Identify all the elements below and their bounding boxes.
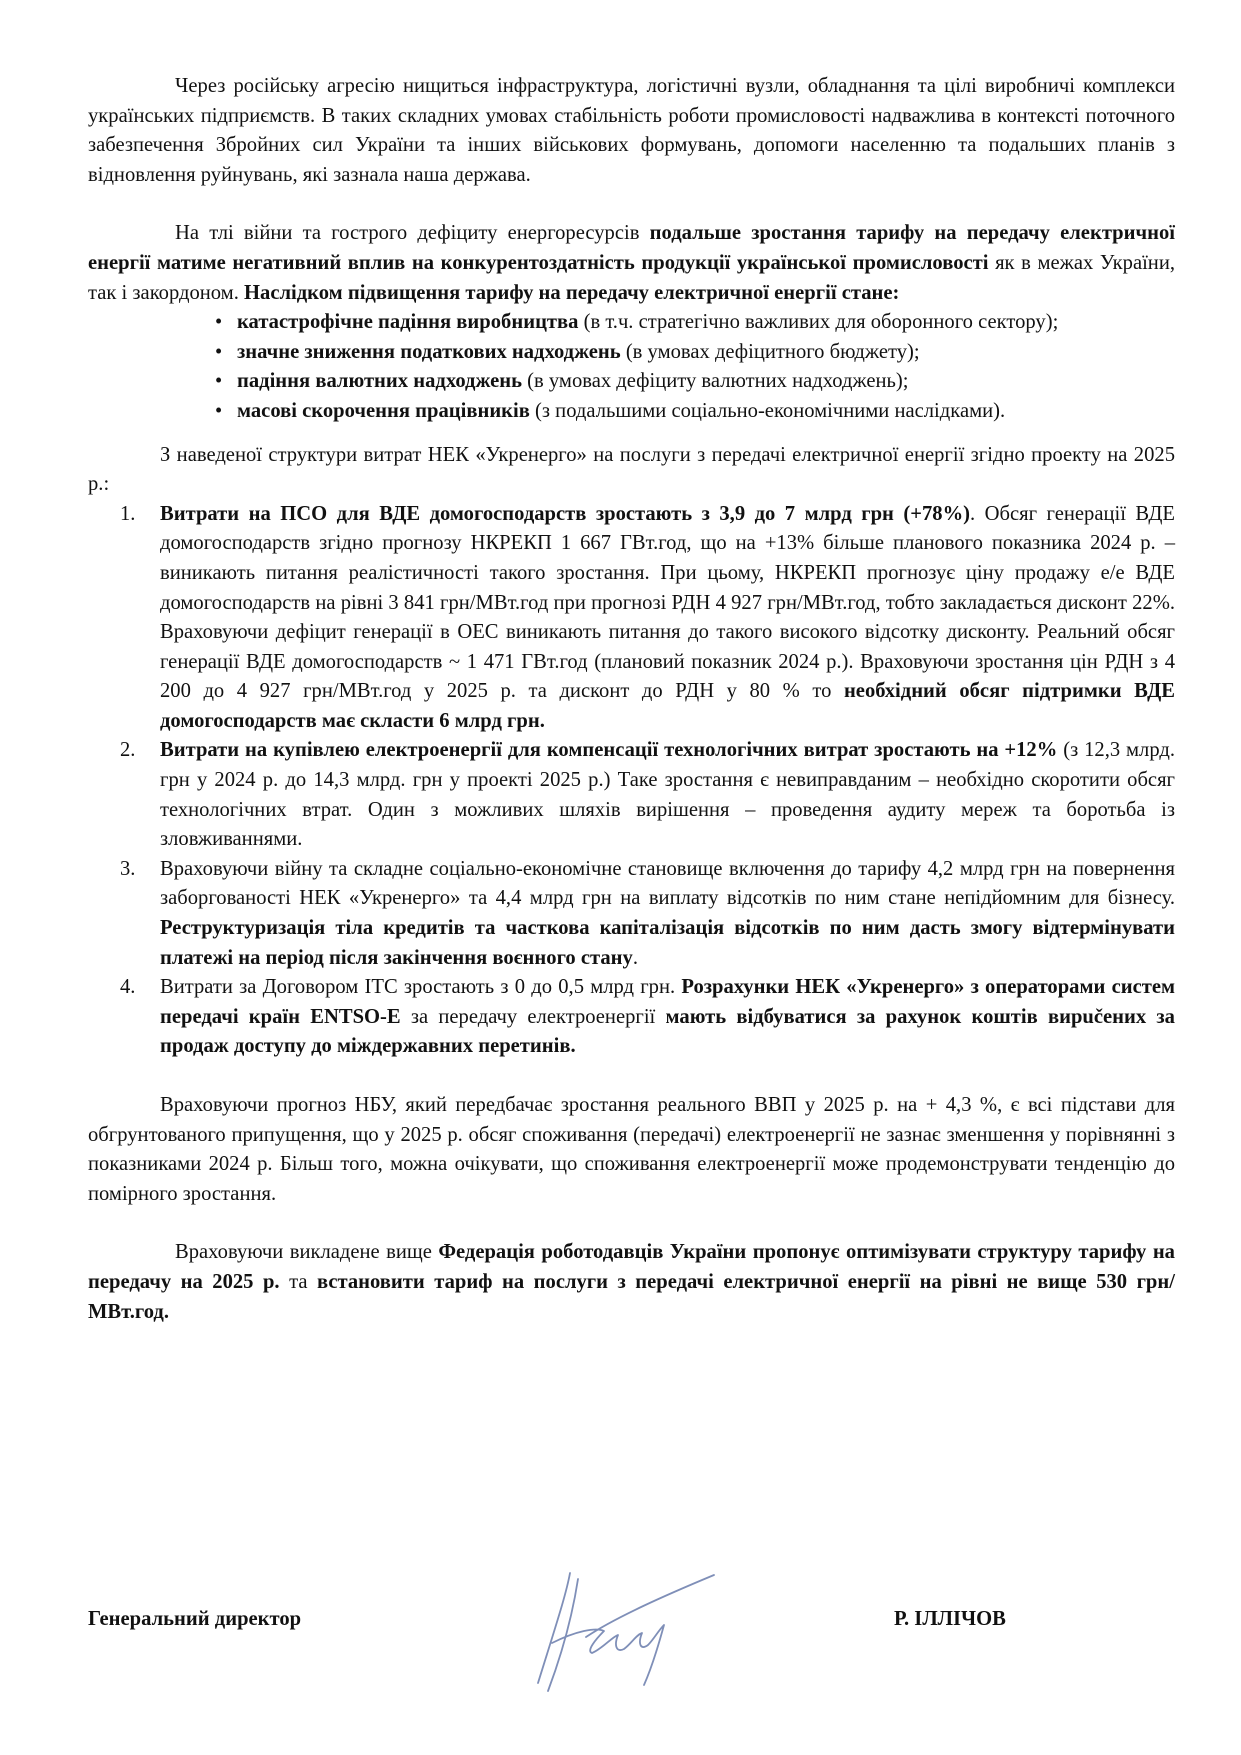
bold-text: масові скорочення працівників	[237, 399, 530, 422]
bold-text: Витрати на купівлею електроенергії для компенсації технологічних витрат зростають на +12%	[160, 739, 1058, 762]
document-body	[88, 72, 1175, 1327]
bold-text: падіння валютних надходжень	[237, 370, 523, 393]
list-item	[120, 500, 1175, 737]
bold-text: Федерація роботодавців України пропонує оптимізувати структуру тарифу на передачу на 2025 р.	[88, 1241, 1175, 1293]
list-item	[215, 367, 1175, 397]
list-item	[120, 855, 1175, 973]
text: .	[632, 946, 638, 969]
item-number: 2.	[120, 739, 136, 762]
bullet-icon: •	[215, 370, 223, 393]
text: (в умовах дефіциту валютних надходжень);	[522, 370, 909, 393]
consequences-list	[88, 308, 1175, 426]
bold-text: Реструктуризація тіла кредитів та часткова капіталізація відсотків по ним дасть змогу відтермінувати платежі на період після закінчення воєнного стану	[160, 917, 1175, 969]
item-number: 1.	[120, 502, 136, 525]
bold-text: подальше зростання тарифу на передачу електричної енергії матиме негативний вплив на конкурентоздатність продукції української промисловості	[88, 222, 1175, 274]
text: (в умовах дефіцитного бюджету);	[620, 340, 920, 363]
text: Враховуючи війну та складне соціально-економічне становище включення до тарифу 4,2 млрд грн на повернення заборгованості НЕК «Укренерго» та 4,4 млрд грн на виплату відсотків по ним стане непідйомним для бізнесу.	[160, 857, 1175, 910]
signatory-title: Генеральний директор	[88, 1608, 302, 1630]
text: Витрати за Договором ІТС зростають з 0 до 0,5 млрд грн.	[160, 976, 682, 999]
text: Враховуючи викладене вище	[175, 1241, 439, 1264]
bold-text: Наслідком підвищення тарифу на передачу електричної енергії стане:	[244, 281, 900, 304]
list-item	[120, 736, 1175, 854]
paragraph-proposal	[88, 1238, 1175, 1327]
text: . Обсяг генерації ВДЕ домогосподарств згідно прогнозу НКРЕКП 1 667 ГВт.год, що на +13% більше планового показника 2024 р. – виникають питання реалістичності такого зростання. При цьому, НКРЕКП прогнозує ціну продажу е/е ВДЕ домогосподарств на рівні 3 841 грн/МВт.год при прогнозі РДН 4 927 грн/МВт.год, тобто закладається дисконт 22%. Враховуючи дефіцит генерації в ОЕС виникають питання до такого високого відсотку дисконту. Реальний обсяг генерації ВДЕ домогосподарств ~ 1 471 ГВт.год (плановий показник 2024 р.). Враховуючи зростання цін РДН з 4 200 до 4 927 грн/МВт.год у 2025 р. та дисконт до РДН у 80 % то	[160, 502, 1175, 703]
text: (з 12,3 млрд. грн у 2024 р. до 14,3 млрд. грн у проекті 2025 р.) Таке зростання є невиправданим – необхідно скоротити обсяг технологічних втрат. Один з можливих шляхів вирішення – проведення аудиту мереж та боротьба із зловживаннями.	[160, 739, 1175, 851]
item-number: 4.	[120, 976, 136, 999]
item-number: 3.	[120, 857, 136, 880]
bold-text: Розрахунки НЕК «Укренерго» з операторами систем передачі країн ENTSO-E	[160, 976, 1176, 1028]
bold-text: встановити тариф на послуги з передачі електричної енергії на рівні не вище 530 грн/МВт.год.	[88, 1270, 1175, 1323]
text: На тлі війни та гострого дефіциту енергоресурсів	[175, 222, 650, 245]
bold-text: мають відбуватися за рахунок коштів вирučених за продаж доступу до міждержавних перетинів.	[160, 1005, 1175, 1058]
bold-text: значне зниження податкових надходжень	[237, 340, 621, 363]
paragraph-nbu-forecast: Враховуючи прогноз НБУ, який передбачає зростання реального ВВП у 2025 р. на + 4,3 %, є всі підстави для обгрунтованого припущення, що у 2025 р. обсяг споживання (передачі) електроенергії не зазнає зменшення у порівнянні з показниками 2024 р. Більш того, можна очікувати, що споживання електроенергії може продемонструвати тенденцію до помірного зростання.	[88, 1094, 1175, 1205]
text: та	[279, 1270, 317, 1293]
text: за передачу електроенергії	[400, 1005, 666, 1028]
list-item	[215, 397, 1175, 427]
paragraph-cost-structure: З наведеної структури витрат НЕК «Укренерго» на послуги з передачі електричної енергії згідно проекту на 2025 р.:	[88, 443, 1175, 496]
bullet-icon: •	[215, 311, 223, 334]
handwritten-signature-icon	[526, 1565, 716, 1700]
text: (з подальшими соціально-економічними наслідками).	[529, 399, 1006, 422]
text: як в межах України, так і закордоном.	[88, 251, 1175, 304]
list-item	[120, 973, 1176, 1062]
bold-text: необхідний обсяг підтримки ВДЕ домогосподарств має скласти 6 млрд грн.	[160, 680, 1175, 732]
paragraph-intro: Через російську агресію нищиться інфраструктура, логістичні вузли, обладнання та цілі виробничі комплекси українських підприємств. В таких складних умовах стабільність роботи промисловості надважлива в контексті поточного забезпечення Збройних сил України та інших військових формувань, допомоги населенню та подальших планів з відновлення руйнувань, які зазнала наша держава.	[88, 75, 1175, 186]
bullet-icon: •	[215, 340, 223, 363]
signatory-name: Р. ІЛЛІЧОВ	[894, 1608, 1006, 1630]
text: (в т.ч. стратегічно важливих для оборонного сектору);	[578, 311, 1059, 334]
bullet-icon: •	[215, 399, 223, 422]
paragraph-tariff-impact	[88, 219, 1175, 308]
list-item	[215, 308, 1175, 338]
bold-text: Витрати на ПСО для ВДЕ домогосподарств зростають з 3,9 до 7 млрд грн (+78%)	[160, 502, 971, 525]
bold-text: катастрофічне падіння виробництва	[237, 311, 579, 334]
cost-items-list	[88, 500, 1175, 1062]
list-item	[215, 338, 1175, 368]
